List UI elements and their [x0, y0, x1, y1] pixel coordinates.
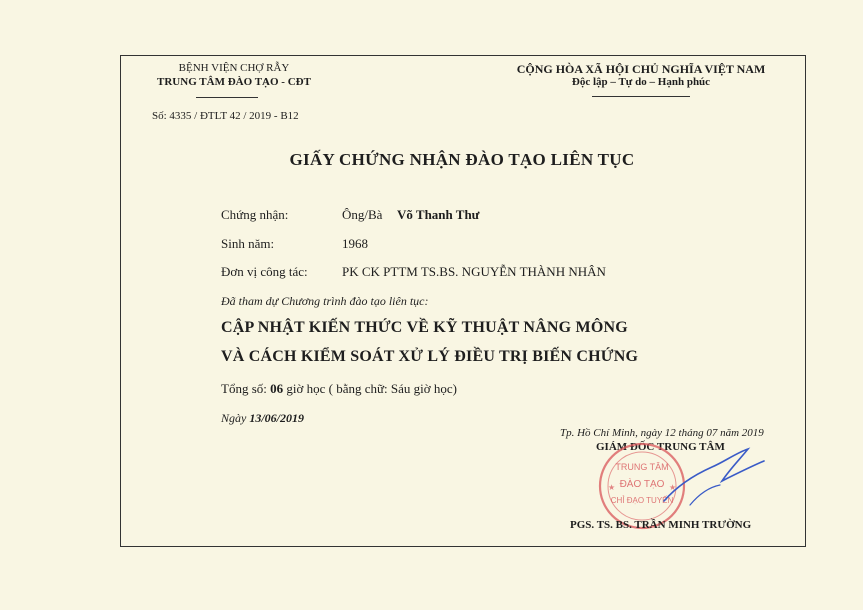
- course-title-line1: CẬP NHẬT KIẾN THỨC VỀ KỸ THUẬT NÂNG MÔNG: [221, 319, 628, 336]
- honorific: Ông/Bà: [342, 207, 383, 222]
- certify-label: Chứng nhận:: [221, 207, 289, 222]
- signer-name: PGS. TS. BS. TRẦN MINH TRƯỜNG: [570, 519, 752, 531]
- header-right-underline: [592, 96, 690, 97]
- svg-text:★: ★: [608, 483, 616, 492]
- total-label: Tổng số:: [221, 381, 267, 396]
- program-intro: Đã tham dự Chương trình đào tạo liên tục:: [221, 294, 429, 308]
- total-hours: [221, 381, 457, 397]
- svg-text:★: ★: [669, 483, 677, 492]
- birth-label: Sinh năm:: [221, 236, 275, 251]
- header-org: BỆNH VIỆN CHỢ RẪY: [178, 62, 290, 74]
- recipient-name: Võ Thanh Thư: [397, 207, 480, 222]
- header-motto: Độc lập – Tự do – Hạnh phúc: [571, 76, 711, 88]
- unit-label: Đơn vị công tác:: [221, 264, 308, 279]
- date-value: 13/06/2019: [249, 411, 305, 425]
- header-nation: CỘNG HÒA XÃ HỘI CHỦ NGHĨA VIỆT NAM: [516, 62, 766, 76]
- header-unit: TRUNG TÂM ĐÀO TẠO - CĐT: [157, 76, 311, 88]
- signing-position: GIÁM ĐỐC TRUNG TÂM: [596, 441, 725, 453]
- svg-text:CHỈ ĐẠO TUYẾN: CHỈ ĐẠO TUYẾN: [610, 496, 674, 505]
- svg-text:TRUNG TÂM: TRUNG TÂM: [615, 462, 669, 472]
- total-hours-words: giờ học ( bằng chữ: Sáu giờ học): [286, 381, 457, 396]
- unit-value: PK CK PTTM TS.BS. NGUYỄN THÀNH NHÂN: [342, 264, 606, 279]
- total-hours-value: 06: [270, 381, 284, 396]
- document-number: Số: 4335 / ĐTLT 42 / 2019 - B12: [152, 110, 299, 122]
- course-title-line2: VÀ CÁCH KIỂM SOÁT XỬ LÝ ĐIỀU TRỊ BIẾN CHỨNG: [221, 348, 639, 365]
- signing-place-date: Tp. Hồ Chí Minh, ngày 12 tháng 07 năm 2019: [560, 427, 764, 439]
- certificate-title: GIẤY CHỨNG NHẬN ĐÀO TẠO LIÊN TỤC: [289, 150, 635, 169]
- date-label: Ngày: [221, 411, 247, 425]
- birth-year: 1968: [342, 236, 368, 251]
- svg-text:ĐÀO TẠO: ĐÀO TẠO: [619, 479, 665, 490]
- header-left-underline: [196, 97, 258, 98]
- director-signature: [660, 445, 770, 515]
- training-date: [221, 411, 304, 426]
